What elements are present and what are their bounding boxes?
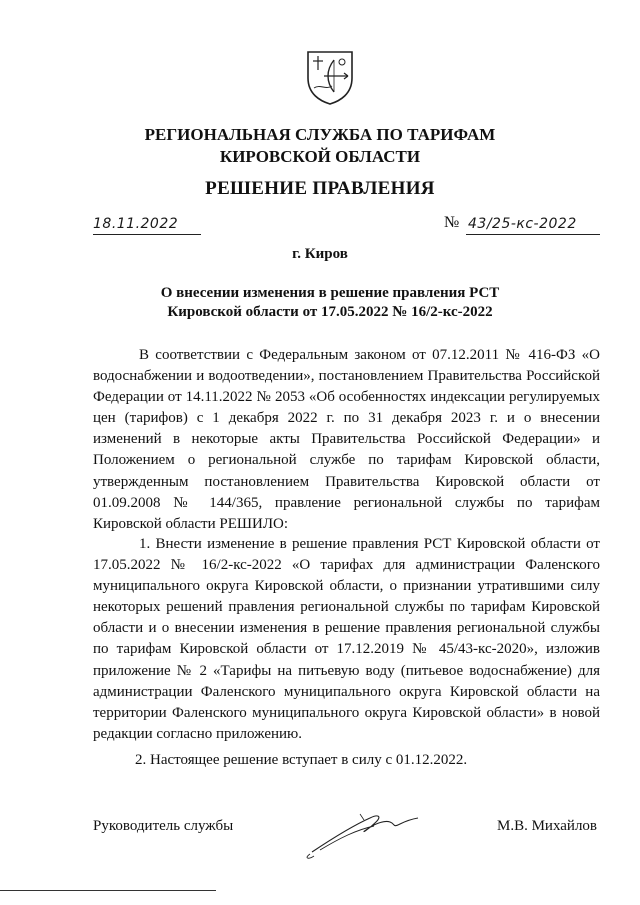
decision-item-2: 2. Настоящее решение вступает в силу с 01.12.2022. [135, 752, 468, 768]
organization-name-line1: РЕГИОНАЛЬНАЯ СЛУЖБА ПО ТАРИФАМ [144, 125, 496, 144]
city: г. Киров [292, 246, 348, 262]
document-title: РЕШЕНИЕ ПРАВЛЕНИЯ [205, 178, 435, 199]
footer-divider [0, 890, 216, 891]
date-line [93, 216, 201, 235]
handwritten-signature [300, 800, 430, 862]
number-line [466, 216, 600, 235]
signatory-name: М.В. Михайлов [497, 818, 598, 834]
document-number: 43/25-кс-2022 [468, 216, 577, 232]
coat-of-arms-emblem [304, 48, 356, 106]
decision-item-1: 1. Внести изменение в решение правления РСТ Кировской области от 17.05.2022 № 16/2-кс-2022 «О тарифах для администрации Фаленского муниципального округа Кировской области, о признании утратившими силу некоторых решений правления региональной службы по тарифам Кировской области и о внесении изменения в решение правления региональной службы по тарифам Кировской области от 17.12.2019 № 45/43-кс-2020», изложив приложение № 2 «Тарифы на питьевую воду (питьевое водоснабжение) для администрации Фаленского муниципального округа Кировской области на территории Фаленского муниципального округа Кировской области» в новой редакции согласно приложению. [93, 536, 600, 742]
signatory-role: Руководитель службы [93, 818, 234, 834]
document-subject: О внесении изменения в решение правления РСТ Кировской области от 17.05.2022 № 16/2-кс-2022 [160, 285, 500, 320]
document-date: 18.11.2022 [93, 216, 179, 232]
organization-name-line2: КИРОВСКОЙ ОБЛАСТИ [219, 147, 421, 166]
preamble-paragraph: В соответствии с Федеральным законом от 07.12.2011 № 416-ФЗ «О водоснабжении и водоотведении», постановлением Правительства Российской Федерации от 14.11.2022 № 2053 «Об особенностях индексации регулируемых цен (тарифов) с 1 декабря 2022 г. по 31 декабря 2023 г. и о внесении изменений в некоторые акты Правительства Российской Федерации» и Положением о региональной службе по тарифам Кировской области, утвержденным постановлением Правительства Кировской области от 01.09.2008 № 144/365, правление региональной службы по тарифам Кировской области РЕШИЛО: [93, 347, 600, 532]
number-label: № [444, 214, 460, 231]
